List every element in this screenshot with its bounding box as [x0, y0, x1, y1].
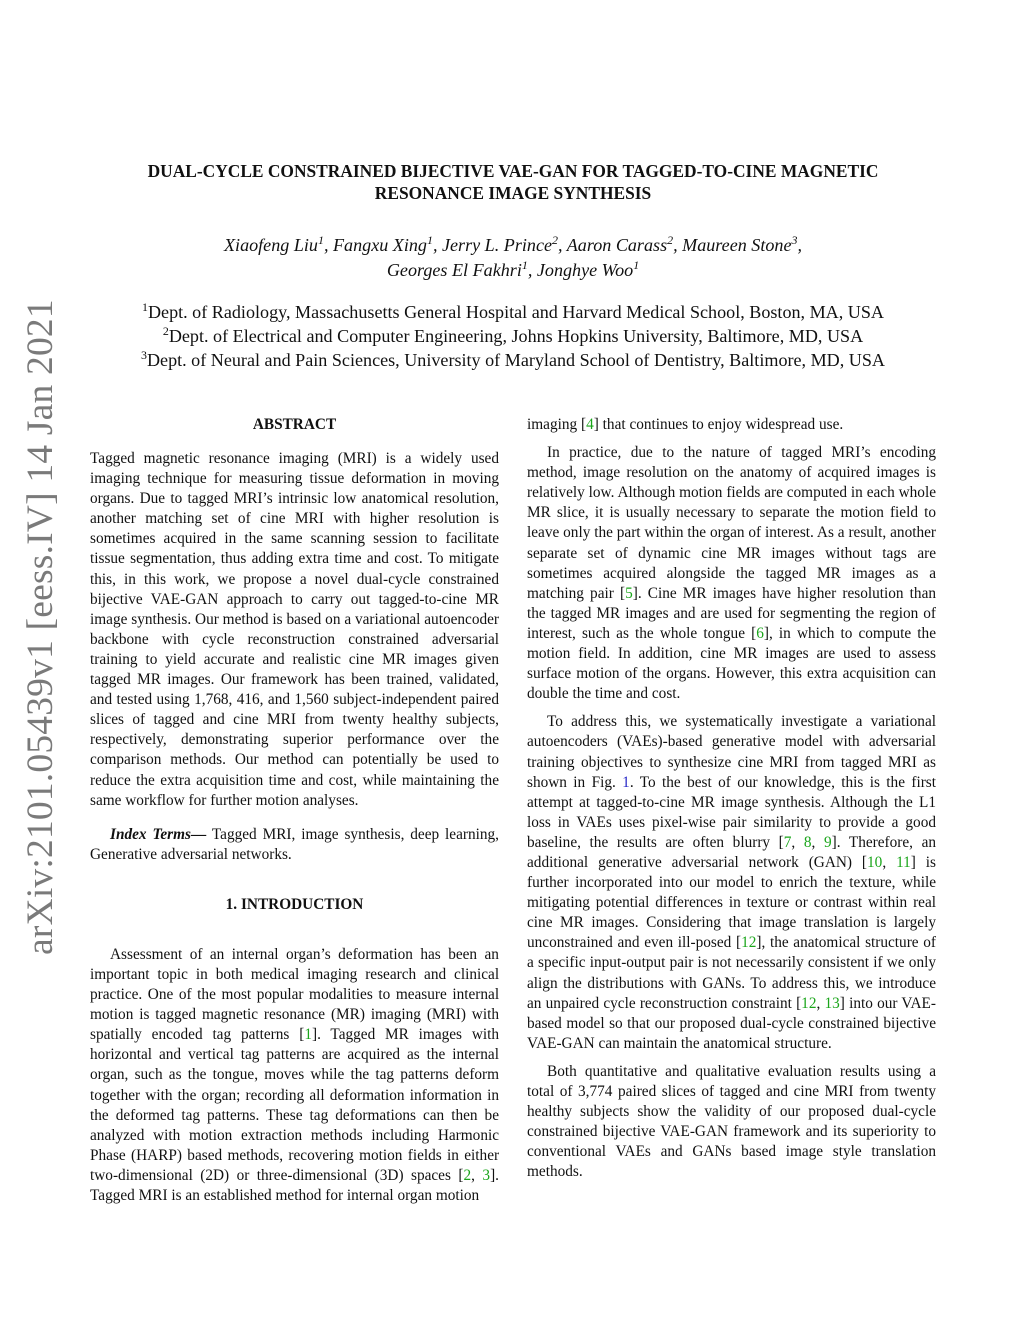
text-run [243, 966, 251, 983]
text-run: One [147, 986, 174, 1004]
text-run: the [197, 986, 216, 1004]
text-run: deformations [335, 1106, 416, 1124]
text-run: to [378, 986, 391, 1004]
text-run: spatially [90, 1026, 142, 1044]
text-run: as [406, 1046, 420, 1064]
text-run [152, 1046, 159, 1063]
text-run: motion [188, 1126, 233, 1144]
text-run: Tagged [330, 1026, 376, 1044]
text-run: most [221, 986, 252, 1004]
text-run: deformed [115, 1106, 175, 1124]
text-run: These [266, 1106, 303, 1124]
text-run: the [90, 1106, 109, 1124]
text-run: and [158, 1046, 182, 1064]
text-run: use. [818, 416, 844, 433]
affiliation-number: 3 [141, 348, 147, 363]
text-run: horizontal [90, 1046, 153, 1064]
text-run: of [178, 986, 192, 1004]
text-run: , [791, 833, 804, 851]
affiliation-line [90, 324, 936, 348]
text-run [299, 966, 307, 983]
text-run: images [418, 1026, 463, 1044]
author-affiliation-marker: 2 [552, 233, 558, 248]
text-run: be [484, 1106, 499, 1124]
text-run [234, 1046, 241, 1063]
text-run: together [90, 1086, 141, 1104]
text-run: all [309, 1086, 325, 1104]
text-run: ] [593, 416, 599, 433]
text-run [409, 1026, 419, 1043]
text-run: including [371, 1126, 430, 1144]
text-run [315, 1046, 322, 1063]
text-run: In practice, due to the nature of tagged MRI’s encoding method, image resolution on the anatomy of acquired images is relatively low. Although motion fields are computed in each whole MR slice, it is usually necessary to separate the motion field to leave only the part within the organ of interest. As a result, another separate set of dynamic cine MR images without tags are sometimes acquired alongside the tagged MR images as a matching pair [ [527, 444, 936, 602]
text-run: an [185, 1187, 200, 1204]
text-run: with [153, 1126, 181, 1144]
abstract-body: Tagged magnetic resonance imaging (MRI) is a widely used imaging technique for measuring tissue deformation in moving organs. Due to tagged MRI’s intrinsic low anatomical resolution, another matching set of cine MRI with higher resolution is sometimes acquired in the same scanning session to facilitate tissue segmentation, thus adding extra time and cost. To mitigate this, in this work, we propose a novel dual-cycle constrained bijective VAE-GAN approach to carry out tagged-to-cine MR image synthesis. Our method is based on a variational autoencoder backbone with cycle reconstruction constrained adversarial training to yield accurate and realistic cine MR images given tagged MR images. Our framework has been trained, validated, and tested using 1,768, 416, and 1,560 subject-independent paired slices of tagged and cine MRI from twenty healthy subjects, respectively, demonstrating superior performance over the comparison methods. Our method can potentially be used to reduce the extra acquisition time and cost, while maintaining the same workflow for further motion analyses. [90, 450, 499, 809]
text-run: organ [397, 1187, 433, 1204]
text-run: Harmonic [437, 1126, 500, 1144]
author-affiliation-marker: 1 [317, 233, 324, 248]
text-run: has [420, 945, 441, 963]
text-run: enjoy [707, 416, 742, 433]
text-run: methods [310, 1126, 363, 1144]
affiliation-line [90, 300, 936, 324]
intro-paragraph-1-continued [527, 415, 936, 435]
citation-link[interactable]: 12 [741, 934, 757, 952]
text-run [203, 1026, 213, 1043]
text-run: patterns [240, 1026, 290, 1044]
text-run [446, 966, 454, 983]
text-run: imaging [527, 416, 578, 433]
text-run [477, 946, 484, 963]
affiliation-list [90, 300, 936, 372]
text-run: the [177, 1086, 197, 1104]
text-run: clinical [454, 965, 500, 983]
text-run: established [203, 1187, 272, 1204]
text-run: topic [157, 965, 188, 983]
text-run: Tagged [90, 1187, 135, 1204]
text-run: that [602, 416, 626, 433]
text-run: an [209, 945, 225, 963]
text-run: deform [454, 1066, 500, 1084]
author-affiliation-marker: 1 [521, 258, 528, 273]
text-run: ]. Cine MR images have higher resolution than the tagged MR images and are used for segmenting the region of interest, such as the whole tongue [ [527, 584, 937, 642]
text-run: then [451, 1106, 478, 1124]
text-run: while [310, 1066, 345, 1084]
text-run: (MR) [330, 1006, 365, 1024]
text-run: ]. Therefore, an additional generative adversarial network (GAN) [ [527, 833, 937, 871]
text-run: both [215, 965, 243, 983]
text-run: in [487, 1086, 500, 1104]
text-run: MRI [138, 1187, 168, 1204]
text-run: for [325, 1187, 344, 1204]
author-name: Jonghye Woo [536, 260, 634, 280]
text-run: [ [580, 416, 587, 433]
text-run: of [189, 945, 203, 963]
text-run [144, 1127, 153, 1144]
text-run: ], in which to compute the motion field. In addition, cine MR images are used to assess surface motion of the organs. However, this extra acquisition can double the time and cost. [527, 624, 936, 703]
text-run: fields [407, 1146, 442, 1164]
intro-paragraph-2 [527, 443, 936, 704]
text-run [416, 966, 424, 983]
affiliation-number: 2 [162, 324, 169, 339]
left-column [90, 415, 499, 1206]
text-run: methods, [227, 1146, 284, 1164]
text-run: motion [435, 1187, 480, 1204]
text-run: been [448, 945, 478, 963]
text-run: magnetic [201, 1006, 259, 1024]
text-run [208, 966, 216, 983]
text-run: imaging [370, 1006, 421, 1024]
text-run: in [447, 1146, 459, 1164]
text-run: , [471, 1166, 475, 1184]
text-run: (3D) [374, 1166, 404, 1184]
text-run: measure [395, 986, 447, 1004]
text-run [289, 1026, 299, 1043]
citation-link[interactable]: 5 [625, 584, 633, 602]
text-run: such [134, 1066, 163, 1084]
text-run: to [691, 416, 704, 433]
text-run: medical [250, 965, 300, 983]
text-run: tag [375, 1066, 395, 1084]
text-run [249, 1167, 256, 1184]
text-run: moves [264, 1066, 305, 1084]
text-run [182, 946, 189, 963]
text-run: tag [181, 1106, 201, 1124]
text-run [229, 1167, 236, 1184]
text-run: or [236, 1166, 250, 1184]
text-run: imaging [307, 965, 358, 983]
text-run: with [471, 1006, 499, 1024]
text-run: MR [385, 1026, 409, 1044]
text-run [367, 1167, 374, 1184]
text-run: three-dimensional [256, 1166, 368, 1184]
text-run [232, 1127, 241, 1144]
text-run: popular [256, 986, 304, 1004]
text-run: [ [458, 1166, 464, 1184]
citation-link[interactable]: 9 [823, 833, 832, 851]
text-run: modalities [309, 986, 373, 1004]
affiliation-line [90, 348, 936, 372]
author-affiliation-marker: 1 [633, 258, 640, 273]
text-run [202, 946, 209, 963]
text-run [462, 1026, 472, 1043]
author-affiliation-marker: 3 [791, 233, 798, 248]
text-run: research [365, 965, 417, 983]
text-run: Both quantitative and qualitative evaluation results using a total of 3,774 paired slices of tagged and cine MRI from twenty healthy subjects show the validity of our proposed dual-cycle constrained bijective VAE-GAN framework and its superiority to conventional VAEs and GANs based image style translation methods. [527, 1062, 936, 1181]
citation-link[interactable]: 13 [824, 994, 840, 1012]
index-terms-text: Tagged MRI, image synthesis, deep learning, Generative adversarial networks. [90, 825, 499, 863]
text-run: recording [245, 1086, 305, 1104]
intro-paragraph-4 [527, 1062, 936, 1183]
text-run: internal [452, 986, 500, 1004]
title-line-1: DUAL-CYCLE CONSTRAINED BIJECTIVE VAE-GAN FOR TAGGED-TO-CINE MAGNETIC [147, 161, 879, 181]
text-run: . To the best of our knowledge, this is the first attempt at tagged-to-cine MR image synthesis. Although the L1 loss in VAEs uses pixel-wise pair similarity to provide a good baseline, the results are often blurry [ [527, 773, 936, 851]
text-run: can [422, 1106, 445, 1124]
citation-link[interactable]: 12 [801, 994, 817, 1012]
text-run: and [424, 965, 447, 983]
text-run: (HARP) [131, 1146, 182, 1164]
text-run: practice. [90, 986, 143, 1004]
text-run: ] into our VAE-based model so that our proposed dual-cycle constrained bijective VAE-GAN can maintain the anatomical structure. [527, 994, 936, 1052]
text-run [321, 1026, 331, 1043]
intro-paragraph-1 [90, 945, 499, 1206]
author-name: Jerry L. Prince [441, 235, 553, 255]
text-run [200, 1107, 207, 1124]
text-run: acquired [347, 1046, 401, 1064]
author-name: Maureen Stone [682, 235, 792, 255]
text-run: , [811, 833, 824, 851]
text-run: To address this, we systematically investigate a variational autoencoders (VAEs)-based generative model with adversarial training objectives to synthesize cine MRI from tagged MRI as shown in Fig. [527, 713, 936, 791]
text-run [259, 1107, 266, 1124]
author-name: Georges El Fakhri [386, 260, 522, 280]
text-run [303, 1107, 310, 1124]
text-run: an [484, 945, 499, 963]
text-run: two-dimensional [90, 1166, 193, 1184]
text-run: as [168, 1066, 182, 1084]
text-run [180, 1127, 189, 1144]
text-run: patterns. [207, 1106, 260, 1124]
affiliation-text: Dept. of Electrical and Computer Engineering, Johns Hopkins University, Baltimore, MD, USA [168, 326, 864, 346]
right-column [527, 415, 936, 1182]
text-run: [ [299, 1026, 305, 1044]
text-run: deformation [338, 945, 413, 963]
text-run [429, 1127, 438, 1144]
text-run: organ’s [285, 945, 331, 963]
affiliation-text: Dept. of Neural and Pain Sciences, University of Maryland School of Dentistry, Baltimore, MD, USA [146, 350, 885, 370]
text-run [224, 946, 231, 963]
index-terms-label: Index Terms— [110, 825, 207, 843]
text-run: , [882, 853, 897, 871]
title-line-2: RESONANCE IMAGE SYNTHESIS [374, 183, 652, 203]
text-run: Phase [90, 1146, 126, 1164]
text-run: in [195, 965, 208, 983]
text-run: vertical [187, 1046, 234, 1064]
text-run: patterns [266, 1046, 315, 1064]
arxiv-identifier-stamp[interactable]: arXiv:2101.05439v1 [eess.IV] 14 Jan 2021 [20, 299, 61, 955]
author-name: Fangxu Xing [333, 235, 427, 255]
citation-link[interactable]: 8 [803, 833, 812, 851]
text-run: ]. [311, 1026, 321, 1044]
author-name: Aaron Carass [566, 235, 668, 255]
text-run: either [464, 1146, 500, 1164]
text-run [478, 1107, 485, 1124]
text-run: method [275, 1187, 322, 1204]
text-run [142, 1026, 152, 1043]
text-run [420, 1046, 427, 1063]
text-run: tag [309, 1106, 329, 1124]
text-run: is [139, 1006, 150, 1024]
text-run: with [471, 1026, 500, 1044]
text-run: (MRI) [426, 1006, 466, 1024]
citation-link[interactable]: 6 [756, 624, 764, 642]
text-run: extraction [240, 1126, 303, 1144]
text-run: deformation [329, 1086, 405, 1104]
text-run: , [816, 994, 825, 1012]
author-affiliation-marker: 2 [667, 233, 674, 248]
text-run: ]. [490, 1166, 499, 1184]
author-name: Xiaofeng Liu [223, 235, 318, 255]
text-run [357, 966, 365, 983]
text-run: continues [629, 416, 689, 433]
paper-title [90, 160, 936, 204]
text-run: internal [346, 1187, 394, 1204]
text-run [404, 1167, 411, 1184]
text-run: with [145, 1086, 173, 1104]
text-run [400, 1046, 407, 1063]
text-run: encoded [151, 1026, 203, 1044]
text-run: tagged [155, 1006, 197, 1024]
citation-link[interactable]: 1 [304, 1026, 312, 1044]
text-run: tag [240, 1046, 260, 1064]
text-run: is [171, 1187, 182, 1204]
text-run: motion [359, 1146, 403, 1164]
text-run: internal [452, 1046, 499, 1064]
author-affiliation-marker: 1 [426, 233, 433, 248]
intro-paragraph-3 [527, 712, 936, 1054]
citation-link[interactable]: 4 [586, 416, 594, 433]
citation-link[interactable]: 10 [867, 853, 883, 871]
text-run: the [350, 1066, 370, 1084]
index-terms [90, 825, 499, 865]
text-run: information [409, 1086, 482, 1104]
text-run: are [321, 1046, 341, 1064]
text-run [416, 1107, 423, 1124]
text-run [375, 1026, 385, 1043]
text-run: organ, [90, 1066, 129, 1084]
abstract-heading: ABSTRACT [252, 416, 337, 433]
text-run [279, 946, 286, 963]
text-run: (2D) [200, 1166, 230, 1184]
citation-link[interactable]: 3 [482, 1166, 491, 1184]
citation-link[interactable]: 2 [463, 1166, 472, 1184]
text-run [109, 1107, 116, 1124]
text-run: ] is further incorporated into our model to enrich the texture, while mitigating potential differences in texture or contrast within real cine MR images. Considering that image translation is largely unconstrained and even ill-posed [ [527, 853, 936, 952]
text-run: organ; [201, 1086, 241, 1104]
text-run: the [187, 1066, 207, 1084]
text-run: the [426, 1046, 446, 1064]
introduction-heading: 1. INTRODUCTION [225, 895, 364, 913]
text-run: tag [212, 1026, 232, 1044]
text-run [231, 1026, 241, 1043]
text-run: widespread [745, 416, 816, 433]
text-run: ], the anatomical structure of a specific input-output pair is not necessarily consistent if we only align the distributions with GANs. To address this, we introduce an unpaired cycle reconstruction constraint [ [527, 934, 936, 1012]
affiliation-number: 1 [142, 300, 148, 315]
text-run [181, 1046, 188, 1063]
text-run: tongue, [212, 1066, 259, 1084]
text-run: resonance [263, 1006, 326, 1024]
text-run: spaces [411, 1166, 451, 1184]
figure-reference-link[interactable]: 1 [622, 773, 630, 791]
text-run: based [187, 1146, 223, 1164]
affiliation-text: Dept. of Radiology, Massachusetts General Hospital and Harvard Medical School, Boston, MA, USA [147, 302, 884, 322]
text-run [188, 966, 196, 983]
text-run: analyzed [90, 1126, 145, 1144]
citation-link[interactable]: 11 [896, 853, 911, 871]
text-run [302, 1127, 311, 1144]
text-run: patterns [400, 1066, 449, 1084]
citation-link[interactable]: 7 [783, 833, 792, 851]
text-run: Assessment [110, 945, 183, 963]
text-run: recovering [288, 1146, 354, 1164]
text-run: motion [90, 1006, 134, 1024]
text-run: important [90, 965, 150, 983]
text-run: internal [231, 945, 279, 963]
author-list: Xiaofeng Liu$^1$, Fangxu Xing$^1$, Jerry L. Prince$^2$, Aaron Carass$^2$, Maureen Stone$^3$, Georges El Fakhri$^1$, Jonghye Woo$^1$ [223, 233, 802, 280]
